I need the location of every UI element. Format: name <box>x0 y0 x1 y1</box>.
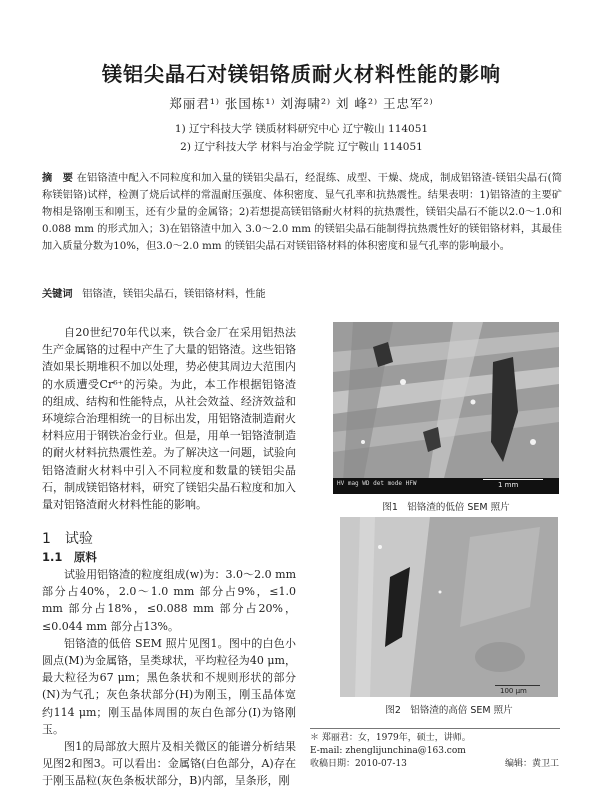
abstract-label: 摘 要 <box>42 173 74 184</box>
footnote-editor: 编辑：黄卫工 <box>505 759 560 769</box>
scale-bar <box>495 685 540 686</box>
footnote-rule <box>310 728 560 729</box>
keywords-text: 铝铬渣，镁铝尖晶石，镁铝铬材料，性能 <box>82 289 266 300</box>
footnote-author: ＊ 郑丽君：女，1979年，硕士，讲师。 <box>310 733 471 743</box>
figure-2-sem-image <box>340 517 558 697</box>
body-column <box>42 566 296 790</box>
scale-label: 1 mm <box>498 481 519 489</box>
author-list: 郑丽君¹⁾ 张国栋¹⁾ 刘海啸²⁾ 刘 峰²⁾ 王忠军²⁾ <box>169 96 434 111</box>
intro-paragraph <box>42 324 296 513</box>
keywords <box>42 285 562 300</box>
footnote-received: 收稿日期：2010-07-13 <box>310 759 407 769</box>
keywords-label: 关键词 <box>42 289 73 300</box>
section-heading-1-1: 1.1 原料 <box>42 550 97 564</box>
sem-texture-1 <box>333 322 559 494</box>
figure-1-caption: 图1 铝铬渣的低倍 SEM 照片 <box>382 502 510 513</box>
scale-label: 100 μm <box>500 687 527 695</box>
affiliation-2: 2) 辽宁科技大学 材料与冶金学院 辽宁鞍山 114051 <box>180 141 423 153</box>
scale-bar <box>483 479 543 480</box>
sem-texture-2 <box>340 517 558 697</box>
body-paragraph-3: 图1的局部放大照片及相关微区的能谱分析结果见图2和图3。可以看出：金属铬(白色部分，A)存在于刚玉晶粒(灰色条板状部分，B)内部，呈条形，刚 <box>42 740 296 788</box>
body-paragraph-2: 铝铬渣的低倍 SEM 照片见图1。图中的白色小圆点(M)为金属铬，呈类球状，平均粒径为40 μm，最大粒径为67 μm；黑色条状和不规则形状的部分(N)为气孔；灰色条状部分(H)为刚玉，刚玉晶体宽约114 μm；刚玉晶体周围的灰白色部分(I)为铬刚玉。 <box>42 636 296 736</box>
figure-2-caption: 图2 铝铬渣的高倍 SEM 照片 <box>385 705 513 716</box>
figure-1-sem-image <box>333 322 559 494</box>
sem-databar: HV mag WD det mode HFW <box>337 480 417 487</box>
footnote-email: E-mail: zhenglijunchina@163.com <box>310 746 466 756</box>
intro-text: 自20世纪70年代以来，铁合金厂在采用铝热法生产金属铬的过程中产生了大量的铝铬渣。这些铝铬渣如果长期堆积不加以处理，势必使其周边大范围内的水质遭受Cr⁶⁺的污染。为此，本工作根据铝铬渣的组成、结构和性能特点，从社会效益、经济效益和环境综合治理相统一的目标出发，用铝铬渣制造耐火材料应用于钢铁冶金行业。但是，用单一铝铬渣制造的耐火材料抗热震性差。为了解决这一问题，试验向铝铬渣耐火材料中引入不同粒度和数量的镁铝尖晶石，制成镁铝铬材料，研究了镁铝尖晶石粒度和加入量对铝铬渣耐火材料性能的影响。 <box>42 326 296 512</box>
body-paragraph-1: 试验用铝铬渣的粒度组成(w)为：3.0～2.0 mm 部分占40%，2.0～1.0 mm 部分占9%，≤1.0 mm 部分占18%，≤0.088 mm 部分占20%，≤0.044 mm 部分占13%。 <box>42 568 296 633</box>
section-heading-1: 1 试验 <box>42 531 93 547</box>
abstract <box>42 170 562 255</box>
abstract-text: 在铝铬渣中配入不同粒度和加入量的镁铝尖晶石，经混练、成型、干燥、烧成，制成铝铬渣-镁铝尖晶石(简称镁铝铬)试样，检测了烧后试样的常温耐压强度、体积密度、显气孔率和抗热震性。结果表明：1)铝铬渣的主要矿物相是铬刚玉和刚玉，还有少量的金属铬；2)若想提高镁铝铬耐火材料的抗热震性，镁铝尖晶石不能以2.0～1.0和 0.088 mm 的形式加入；3)在铝铬渣中加入 3.0～2.0 mm 的镁铝尖晶石能制得抗热震性好的镁铝铬材料，其最佳加入质量分数为10%，但3.0～2.0 mm 的镁铝尖晶石对镁铝铬材料的体积密度和显气孔率的影响最小。 <box>42 173 562 252</box>
affiliation-1: 1) 辽宁科技大学 镁质材料研究中心 辽宁鞍山 114051 <box>174 123 429 135</box>
paper-title: 镁铝尖晶石对镁铝铬质耐火材料性能的影响 <box>102 62 501 86</box>
